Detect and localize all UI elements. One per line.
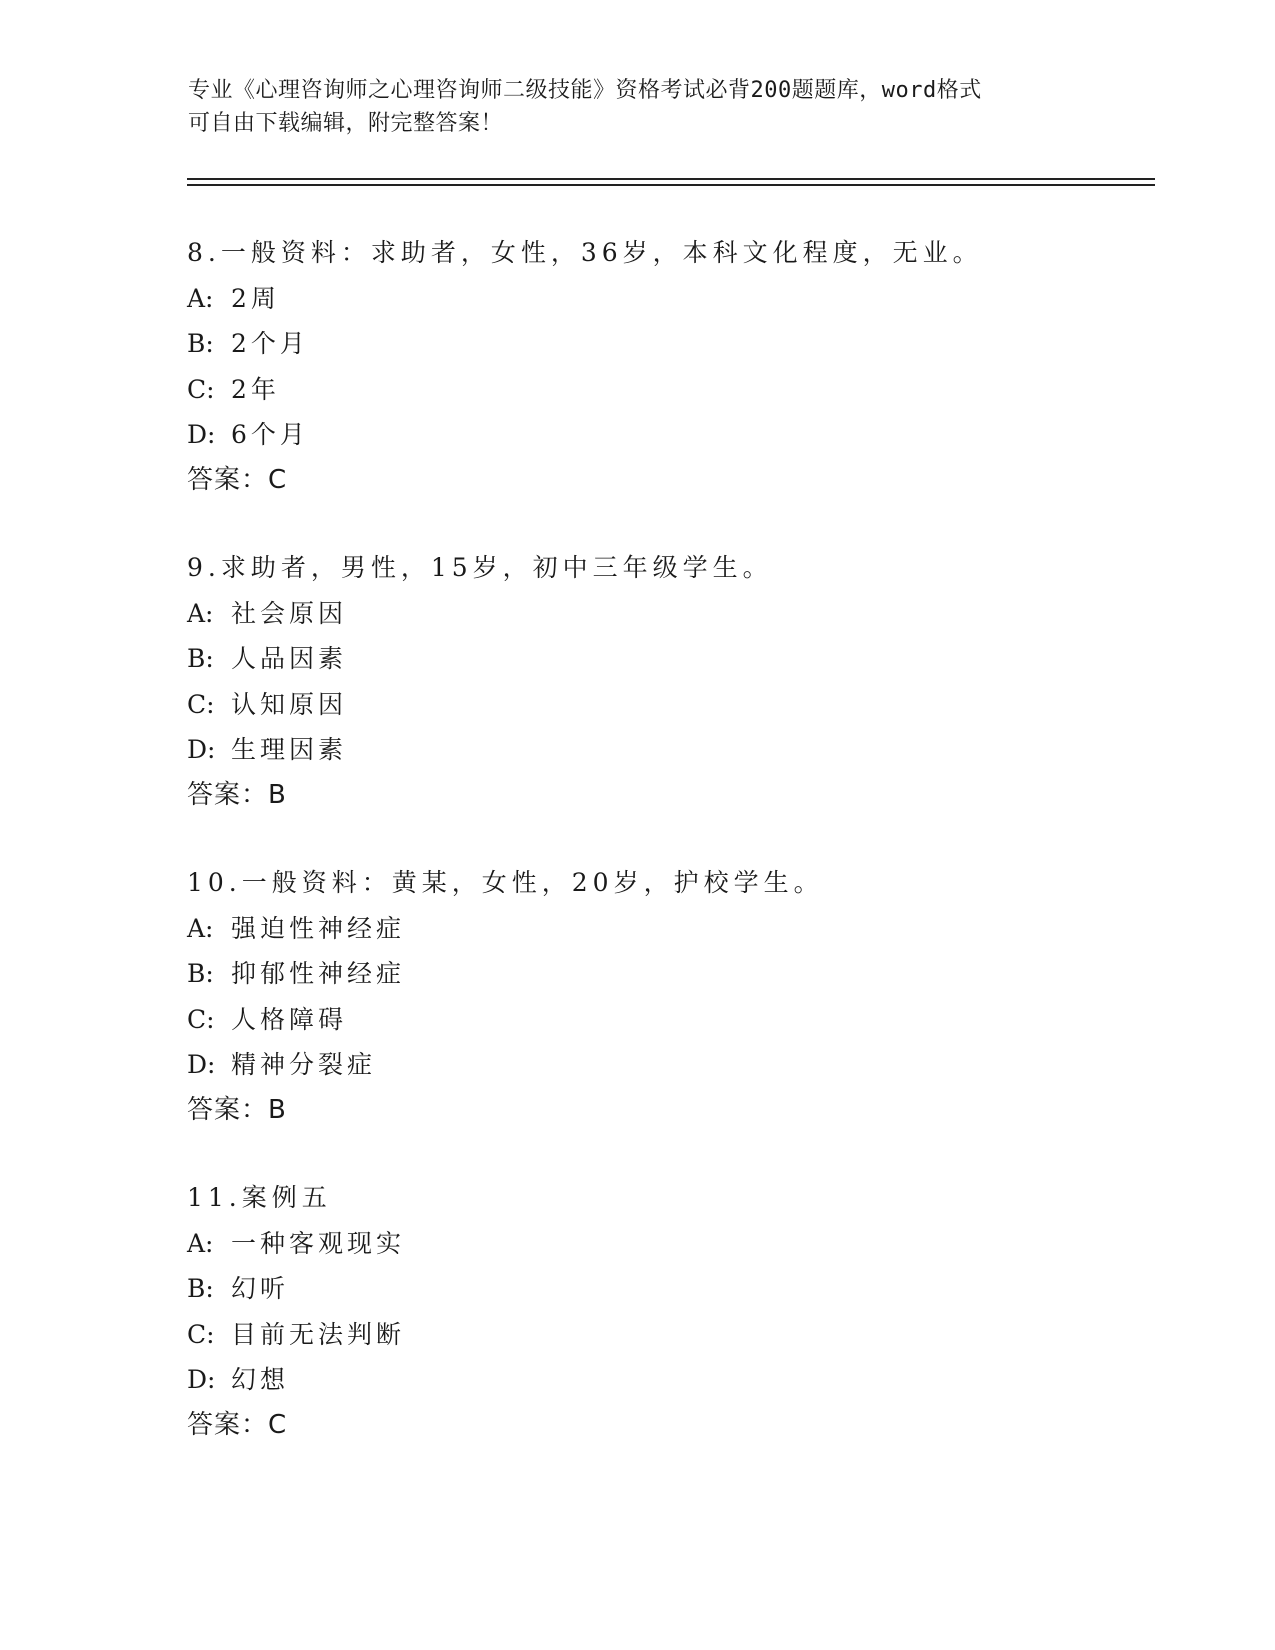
option-d xyxy=(187,1042,1137,1088)
option-key: D: xyxy=(187,735,216,764)
option-a xyxy=(187,906,1137,952)
option-text: 生理因素 xyxy=(231,735,348,764)
option-key: B: xyxy=(187,329,214,358)
answer-line: 答案：C xyxy=(187,1409,288,1440)
option-key: A: xyxy=(187,283,214,313)
option-key: B: xyxy=(187,1274,214,1303)
option-key: D: xyxy=(187,1365,216,1394)
option-text: 6个月 xyxy=(231,420,309,449)
option-text: 2周 xyxy=(231,283,280,313)
answer-line: 答案：C xyxy=(187,464,288,495)
option-a xyxy=(187,1221,1137,1267)
option-key: C: xyxy=(187,1004,215,1034)
option-key: B: xyxy=(187,644,214,673)
option-b xyxy=(187,636,1137,682)
option-text: 精神分裂症 xyxy=(231,1050,377,1079)
question-10 xyxy=(187,860,1137,1133)
option-b xyxy=(187,1266,1137,1312)
option-d xyxy=(187,412,1137,458)
document-header xyxy=(188,74,1088,140)
option-text: 人格障碍 xyxy=(231,1004,348,1034)
question-title: 9.求助者，男性，15岁，初中三年级学生。 xyxy=(187,553,773,582)
option-text: 人品因素 xyxy=(231,644,348,673)
option-b xyxy=(187,321,1137,367)
option-key: C: xyxy=(187,1319,215,1349)
option-c xyxy=(187,682,1137,728)
question-11 xyxy=(187,1175,1137,1448)
option-d xyxy=(187,1357,1137,1403)
option-text: 幻想 xyxy=(231,1365,290,1394)
option-text: 强迫性神经症 xyxy=(231,913,406,943)
option-text: 抑郁性神经症 xyxy=(231,959,406,988)
question-8 xyxy=(187,230,1137,503)
option-key: B: xyxy=(187,959,214,988)
option-key: C: xyxy=(187,374,215,404)
header-line-2: 可自由下载编辑，附完整答案！ xyxy=(188,111,504,136)
option-text: 一种客观现实 xyxy=(231,1228,406,1258)
header-divider-bottom xyxy=(187,184,1155,186)
option-key: D: xyxy=(187,420,216,449)
option-c xyxy=(187,997,1137,1043)
option-text: 社会原因 xyxy=(231,598,348,628)
option-c xyxy=(187,367,1137,413)
option-key: A: xyxy=(187,913,214,943)
option-c xyxy=(187,1312,1137,1358)
answer-line: 答案：B xyxy=(187,1094,287,1125)
option-a xyxy=(187,276,1137,322)
option-key: D: xyxy=(187,1050,216,1079)
option-d xyxy=(187,727,1137,773)
option-key: A: xyxy=(187,1228,214,1258)
option-key: A: xyxy=(187,598,214,628)
option-text: 认知原因 xyxy=(231,689,348,719)
answer-line: 答案：B xyxy=(187,779,287,810)
option-text: 2个月 xyxy=(231,329,309,358)
option-text: 2年 xyxy=(231,374,280,404)
option-text: 幻听 xyxy=(231,1274,290,1303)
question-9 xyxy=(187,545,1137,818)
header-divider-top xyxy=(187,178,1155,180)
option-a xyxy=(187,591,1137,637)
question-title: 11.案例五 xyxy=(187,1183,332,1212)
question-title: 10.一般资料：黄某，女性，20岁，护校学生。 xyxy=(187,868,824,897)
header-line-1: 专业《心理咨询师之心理咨询师二级技能》资格考试必背200题题库，word格式 xyxy=(188,78,982,103)
option-key: C: xyxy=(187,689,215,719)
option-text: 目前无法判断 xyxy=(231,1319,406,1349)
option-b xyxy=(187,951,1137,997)
question-title: 8.一般资料：求助者，女性，36岁，本科文化程度，无业。 xyxy=(187,238,983,267)
